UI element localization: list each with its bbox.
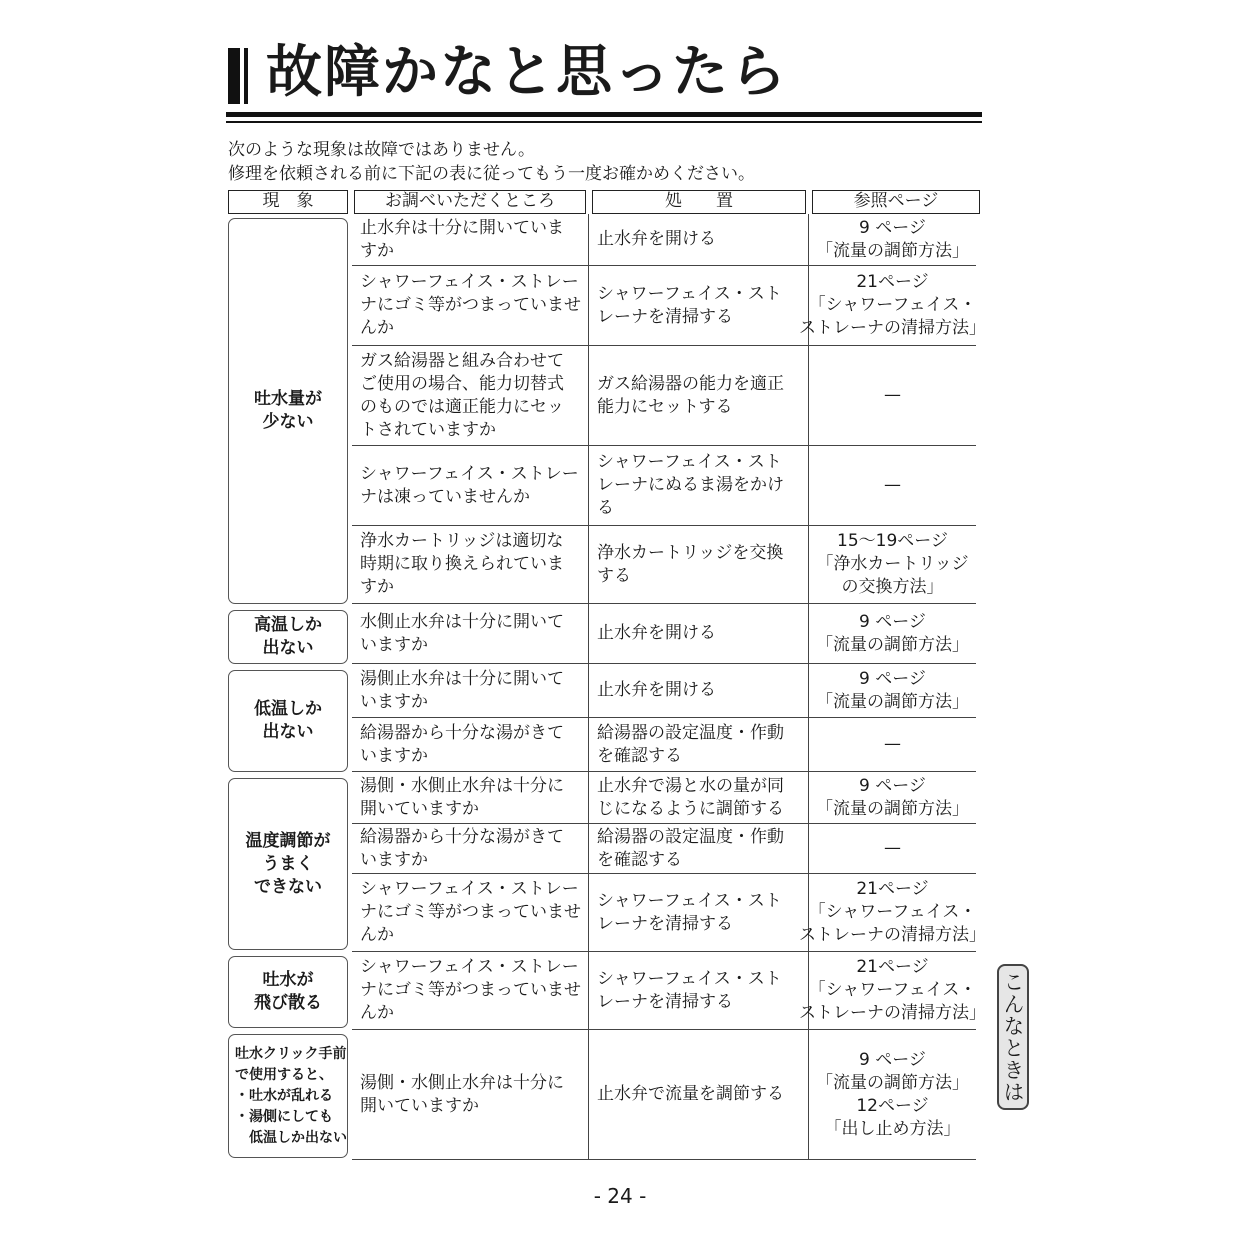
fix-cell: シャワーフェイス・スト レーナを清掃する (588, 874, 808, 951)
fix-cell: 止水弁を開ける (588, 214, 808, 265)
fix-cell: 浄水カートリッジを交換 する (588, 526, 808, 603)
table-row (352, 1030, 976, 1160)
ref-cell: 21ページ 「シャワーフェイス・ ストレーナの清掃方法」 (808, 952, 976, 1029)
ref-cell: — (808, 446, 976, 525)
table-row (352, 446, 976, 526)
ref-cell: — (808, 346, 976, 445)
table-row (352, 718, 976, 772)
header-check: お調べいただくところ (354, 190, 586, 214)
check-cell: 湯側止水弁は十分に開いて いますか (360, 668, 564, 712)
intro-line: 次のような現象は故障ではありません。 (228, 140, 536, 160)
table-row (352, 824, 976, 874)
check-cell: 止水弁は十分に開いていま すか (360, 217, 564, 261)
check-cell: 給湯器から十分な湯がきて いますか (360, 722, 564, 766)
title-bar-mark (228, 48, 240, 104)
ref-cell: 9 ページ 「流量の調節方法」 (808, 214, 976, 265)
table-row (352, 266, 986, 346)
title-bar-mark-thin (244, 48, 248, 104)
fix-cell: シャワーフェイス・スト レーナを清掃する (588, 952, 808, 1029)
intro-line: 修理を依頼される前に下記の表に従ってもう一度お確かめください。 (228, 164, 755, 184)
fix-cell: 止水弁を開ける (588, 604, 808, 663)
fix-cell: シャワーフェイス・スト レーナを清掃する (588, 266, 808, 345)
page-title-block (226, 40, 982, 112)
symptom-splash: 吐水が 飛び散る (228, 956, 348, 1028)
symptom-temp-control: 温度調節が うまく できない (228, 778, 348, 950)
check-cell: 水側止水弁は十分に開いて いますか (360, 611, 564, 655)
table-row (352, 772, 976, 824)
table-row (352, 952, 986, 1030)
fix-cell: 止水弁で流量を調節する (588, 1030, 808, 1159)
page-title: 故障かなと思ったら (266, 40, 788, 105)
ref-cell: 9 ページ 「流量の調節方法」 (808, 664, 976, 717)
table-row (352, 874, 986, 952)
table-row (352, 664, 976, 718)
table-row (352, 346, 976, 446)
check-cell: 湯側・水側止水弁は十分に 開いていますか (360, 775, 564, 819)
check-cell: 給湯器から十分な湯がきて いますか (360, 826, 564, 870)
page-number: - 24 - (593, 1184, 647, 1208)
ref-cell: 21ページ 「シャワーフェイス・ ストレーナの清掃方法」 (808, 266, 976, 345)
check-cell: シャワーフェイス・ストレー ナにゴミ等がつまっていませ んか (360, 957, 581, 1023)
title-rule (226, 112, 982, 117)
header-ref: 参照ページ (812, 190, 980, 214)
ref-cell: 21ページ 「シャワーフェイス・ ストレーナの清掃方法」 (808, 874, 976, 951)
fix-cell: 止水弁を開ける (588, 664, 808, 717)
fix-cell: 給湯器の設定温度・作動 を確認する (588, 824, 808, 873)
symptom-only-cold: 低温しか 出ない (228, 670, 348, 772)
intro-text (228, 138, 755, 186)
symptom-before-click: 吐水クリック手前 で使用すると、 ・吐水が乱れる ・湯側にしても 低温しか出ない (228, 1034, 348, 1158)
symptom-low-flow: 吐水量が 少ない (228, 218, 348, 604)
ref-cell: 9 ページ 「流量の調節方法」 (808, 772, 976, 823)
header-symptom: 現 象 (228, 190, 348, 214)
ref-cell: 9 ページ 「流量の調節方法」 (808, 604, 976, 663)
check-cell: シャワーフェイス・ストレー ナにゴミ等がつまっていませ んか (360, 272, 581, 338)
fix-cell: 給湯器の設定温度・作動 を確認する (588, 718, 808, 771)
check-cell: シャワーフェイス・ストレー ナは凍っていませんか (360, 463, 579, 507)
fix-cell: ガス給湯器の能力を適正 能力にセットする (588, 346, 808, 445)
header-fix: 処 置 (592, 190, 806, 214)
fix-cell: シャワーフェイス・スト レーナにぬるま湯をかけ る (588, 446, 808, 525)
symptom-only-hot: 高温しか 出ない (228, 610, 348, 664)
check-cell: ガス給湯器と組み合わせて ご使用の場合、能力切替式 のものでは適正能力にセッ トされていますか (360, 350, 564, 440)
table-row (352, 526, 976, 604)
table-row (352, 214, 976, 266)
check-cell: 浄水カートリッジは適切な 時期に取り換えられていま すか (360, 531, 564, 597)
ref-cell: 9 ページ 「流量の調節方法」 12ページ 「出し止め方法」 (808, 1030, 976, 1159)
ref-cell: 15〜19ページ 「浄水カートリッジ の交換方法」 (808, 526, 976, 603)
section-side-tab: こんなときは (997, 964, 1029, 1110)
fix-cell: 止水弁で湯と水の量が同 じになるように調節する (588, 772, 808, 823)
table-row (352, 604, 976, 664)
ref-cell: — (808, 718, 976, 771)
ref-cell: — (808, 824, 976, 873)
title-rule-thin (226, 121, 982, 123)
troubleshooting-table (226, 188, 986, 1160)
check-cell: シャワーフェイス・ストレー ナにゴミ等がつまっていませ んか (360, 879, 581, 945)
check-cell: 湯側・水側止水弁は十分に 開いていますか (360, 1072, 564, 1116)
